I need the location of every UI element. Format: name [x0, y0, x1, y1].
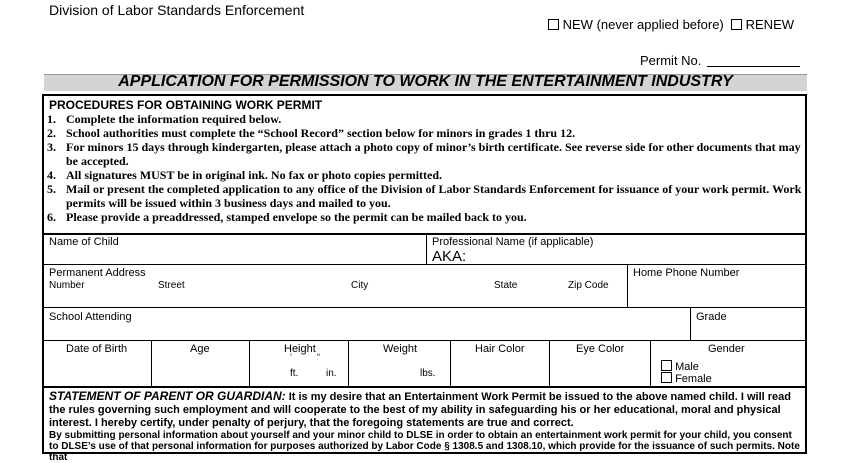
statement: [49, 390, 801, 430]
permit-no-field[interactable]: [707, 66, 800, 67]
divider: [43, 264, 806, 265]
professional-name-label: Professional Name (if applicable): [432, 236, 594, 248]
grade-field[interactable]: Grade: [696, 311, 727, 323]
renew-label: RENEW: [745, 17, 795, 32]
procedure-item: 3. For minors 15 days through kindergarten, please attach a photo copy of minor’s birth certificate. See reverse side for other documents that may be accepted.: [47, 140, 801, 168]
female-checkbox[interactable]: [661, 372, 672, 383]
divider: [151, 341, 152, 387]
hair-color-field[interactable]: Hair Color: [475, 343, 525, 355]
aka-field[interactable]: AKA:: [432, 248, 467, 265]
page-title: APPLICATION FOR PERMISSION TO WORK IN THE ENTERTAINMENT INDUSTRY: [118, 73, 733, 90]
weight-label: Weight: [383, 343, 418, 355]
divider: [690, 308, 691, 341]
male-label: Male: [675, 361, 699, 373]
divider: [43, 233, 806, 235]
procedure-item: 6. Please provide a preaddressed, stamped envelope so the permit can be mailed back to you.: [47, 210, 527, 224]
divider: [549, 341, 550, 387]
statement-text: It is my desire that an Entertainment Work Permit be issued to the above named child. I will read the rules governing such employment and will cooperate to the best of my ability in safeguarding his or her educational, moral and physical interest. I hereby certify, under penalty of perjury, that the foregoing statements are true and correct.: [49, 391, 791, 429]
statement-heading: STATEMENT OF PARENT OR GUARDIAN:: [49, 389, 286, 403]
divider: [426, 234, 427, 265]
home-phone-field[interactable]: Home Phone Number: [633, 267, 740, 279]
permanent-address-label: Permanent Address: [49, 267, 146, 279]
height-feet-field[interactable]: ft.: [290, 368, 299, 379]
dob-field[interactable]: Date of Birth: [66, 343, 128, 355]
renew-checkbox[interactable]: [731, 19, 742, 30]
consent-text: By submitting personal information about yourself and your minor child to DLSE in order to obtain an entertainment work permit for your child, you consent to DLSE’s use of that personal information for purposes authorized by Labor Code § 1308.5 and 1308.10, which provide for the issuance of such permits. Note that: [49, 430, 800, 463]
height-inches-field[interactable]: in.: [326, 368, 337, 379]
permit-no-label: Permit No.: [640, 53, 702, 68]
eye-color-field[interactable]: Eye Color: [576, 343, 625, 355]
divider: [650, 341, 651, 387]
age-field[interactable]: Age: [190, 343, 210, 355]
school-attending-field[interactable]: School Attending: [49, 311, 132, 323]
procedure-item: 4. All signatures MUST be in original ink. No fax or photo copies permitted.: [47, 168, 443, 182]
divider: [348, 341, 349, 387]
male-checkbox[interactable]: [661, 360, 672, 371]
divider: [450, 341, 451, 387]
gender-female-option[interactable]: [661, 372, 712, 385]
divider: [43, 386, 806, 388]
application-type: [548, 17, 794, 32]
zip-field[interactable]: Zip Code: [568, 280, 609, 291]
procedure-item: 5. Mail or present the completed application to any office of the Division of Labor Standards Enforcement for issuance of your work permit. Work permits will be issued within 3 business days and mailed to you.: [47, 182, 802, 210]
state-field[interactable]: State: [494, 280, 518, 291]
female-label: Female: [675, 373, 712, 385]
new-label: NEW (never applied before): [562, 17, 724, 32]
divider: [249, 341, 250, 387]
divider: [43, 340, 806, 341]
street-field[interactable]: Street: [158, 280, 185, 291]
height-marks: ‘ “: [290, 352, 321, 362]
procedure-item: 2. School authorities must complete the “School Record” section below for minors in grades 1 thru 12.: [47, 126, 576, 140]
procedures-list: [47, 112, 802, 224]
city-field[interactable]: City: [351, 280, 369, 291]
procedures-heading: PROCEDURES FOR OBTAINING WORK PERMIT: [49, 98, 323, 112]
divider: [627, 265, 628, 308]
divider: [43, 307, 806, 308]
number-field[interactable]: Number: [49, 280, 85, 291]
height-label: Height: [284, 343, 316, 355]
division-label: Division of Labor Standards Enforcement: [49, 2, 305, 18]
name-of-child-field[interactable]: Name of Child: [49, 236, 119, 248]
new-checkbox[interactable]: [548, 19, 559, 30]
weight-field[interactable]: lbs.: [420, 368, 436, 379]
gender-label: Gender: [708, 343, 745, 355]
procedure-item: 1. Complete the information required below.: [47, 112, 282, 126]
